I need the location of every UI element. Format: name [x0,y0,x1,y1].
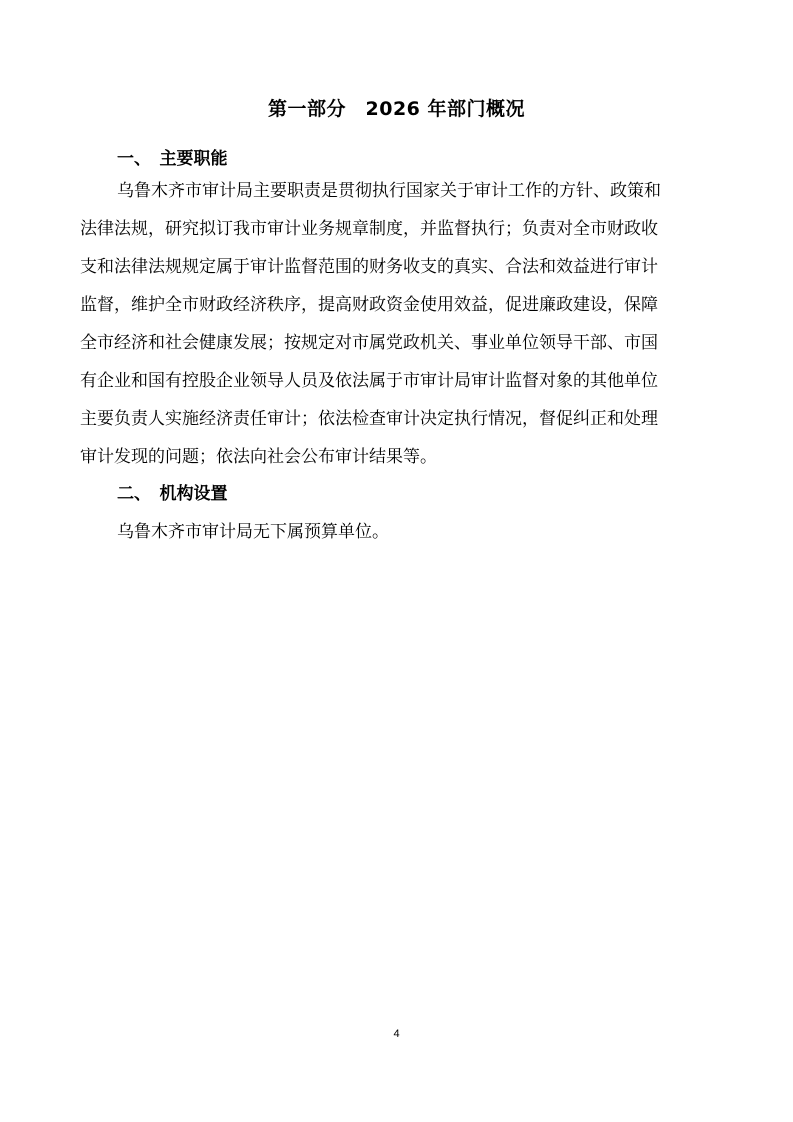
paragraph-line: 乌鲁木齐市审计局无下属预算单位。 [117,522,389,542]
section-heading-main-functions: 一、 主要职能 [117,149,228,169]
paragraph-line: 乌鲁木齐市审计局主要职责是贯彻执行国家关于审计工作的方针、政策和 [117,181,661,201]
page-title: 第一部分 2026 年部门概况 [268,98,525,120]
paragraph-line: 全市经济和社会健康发展；按规定对市属党政机关、事业单位领导干部、市国 [80,333,658,353]
paragraph-line: 法律法规，研究拟订我市审计业务规章制度，并监督执行；负责对全市财政收 [80,219,658,239]
paragraph-line: 支和法律法规规定属于审计监督范围的财务收支的真实、合法和效益进行审计 [80,257,658,277]
section-heading-organization: 二、 机构设置 [117,484,228,504]
paragraph-line: 有企业和国有控股企业领导人员及依法属于市审计局审计监督对象的其他单位 [80,371,658,391]
paragraph-line: 监督，维护全市财政经济秩序，提高财政资金使用效益，促进廉政建设，保障 [80,295,658,315]
paragraph-line: 主要负责人实施经济责任审计；依法检查审计决定执行情况，督促纠正和处理 [80,409,658,429]
paragraph-line: 审计发现的问题；依法向社会公布审计结果等。 [80,447,437,467]
page-number: 4 [393,1028,400,1040]
